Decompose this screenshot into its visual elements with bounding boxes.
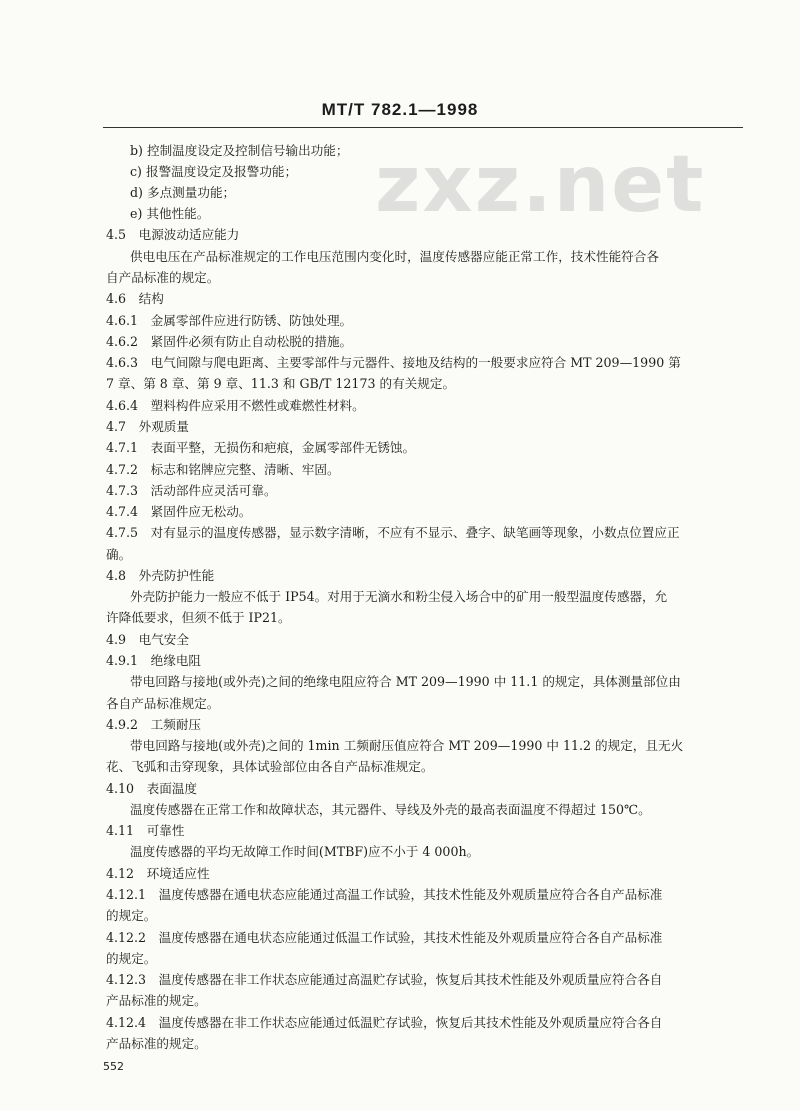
- clause-4-12-3: 4.12.3 温度传感器在非工作状态应能通过高温贮存试验，恢复后其技术性能及外观质量应符合各自: [106, 972, 663, 987]
- section-heading-4-8: 4.8 外壳防护性能: [106, 568, 215, 583]
- paragraph-line: 的规定。: [106, 951, 157, 966]
- paragraph-line: 产品标准的规定。: [106, 993, 207, 1008]
- list-item-b: b) 控制温度设定及控制信号输出功能；: [130, 143, 349, 158]
- clause-4-12-1: 4.12.1 温度传感器在通电状态应能通过高温工作试验，其技术性能及外观质量应符合各自产品标准: [106, 887, 663, 902]
- clause-4-9-2: 4.9.2 工频耐压: [106, 717, 202, 732]
- page-header: MT/T 782.1—1998: [321, 100, 479, 119]
- paragraph-line: 温度传感器在正常工作和故障状态，其元器件、导线及外壳的最高表面温度不得超过 150℃。: [130, 802, 651, 817]
- clause-4-6-4: 4.6.4 塑料构件应采用不燃性或难燃性材料。: [106, 398, 365, 413]
- clause-4-6-1: 4.6.1 金属零部件应进行防锈、防蚀处理。: [106, 313, 353, 328]
- clause-4-12-2: 4.12.2 温度传感器在通电状态应能通过低温工作试验，其技术性能及外观质量应符合各自产品标准: [106, 930, 663, 945]
- paragraph-line: 自产品标准的规定。: [106, 270, 220, 285]
- list-item-e: e) 其他性能。: [130, 206, 210, 221]
- paragraph-line: 供电电压在产品标准规定的工作电压范围内变化时，温度传感器应能正常工作，技术性能符合各: [130, 249, 659, 264]
- paragraph-line: 确。: [106, 547, 132, 562]
- clause-4-7-3: 4.7.3 活动部件应灵活可靠。: [106, 483, 277, 498]
- clause-4-6-2: 4.6.2 紧固件必须有防止自动松脱的措施。: [106, 334, 353, 349]
- section-heading-4-12: 4.12 环境适应性: [106, 866, 210, 881]
- clause-4-7-1: 4.7.1 表面平整，无损伤和疤痕，金属零部件无锈蚀。: [106, 440, 416, 455]
- section-heading-4-11: 4.11 可靠性: [106, 823, 185, 838]
- clause-4-9-1: 4.9.1 绝缘电阻: [106, 653, 202, 668]
- watermark: zxz.net: [375, 140, 706, 230]
- list-item-c: c) 报警温度设定及报警功能；: [130, 164, 298, 179]
- clause-4-6-3: 4.6.3 电气间隙与爬电距离、主要零部件与元器件、接地及结构的一般要求应符合 MT 209—1990 第: [106, 355, 681, 370]
- paragraph-line: 的规定。: [106, 908, 157, 923]
- paragraph-line: 外壳防护能力一般应不低于 IP54。对用于无滴水和粉尘侵入场合中的矿用一般型温度传感器，允: [130, 589, 668, 604]
- paragraph-line: 各自产品标准规定。: [106, 696, 220, 711]
- paragraph-line: 产品标准的规定。: [106, 1036, 207, 1051]
- clause-4-7-4: 4.7.4 紧固件应无松动。: [106, 504, 252, 519]
- paragraph-line: 7 章、第 8 章、第 9 章、11.3 和 GB/T 12173 的有关规定。: [106, 376, 456, 391]
- section-heading-4-6: 4.6 结构: [106, 291, 164, 306]
- section-heading-4-10: 4.10 表面温度: [106, 781, 198, 796]
- section-heading-4-9: 4.9 电气安全: [106, 632, 189, 647]
- paragraph-line: 花、飞弧和击穿现象，具体试验部位由各自产品标准规定。: [106, 759, 434, 774]
- page-number: 552: [103, 1060, 124, 1073]
- section-heading-4-7: 4.7 外观质量: [106, 419, 189, 434]
- list-item-d: d) 多点测量功能；: [130, 185, 236, 200]
- paragraph-line: 温度传感器的平均无故障工作时间(MTBF)应不小于 4 000h。: [130, 844, 480, 859]
- section-heading-4-5: 4.5 电源波动适应能力: [106, 227, 240, 242]
- clause-4-7-5: 4.7.5 对有显示的温度传感器，显示数字清晰，不应有不显示、叠字、缺笔画等现象，小数点位置应正: [106, 525, 680, 540]
- paragraph-line: 带电回路与接地(或外壳)之间的 1min 工频耐压值应符合 MT 209—1990 中 11.2 的规定，且无火: [130, 738, 684, 753]
- clause-4-12-4: 4.12.4 温度传感器在非工作状态应能通过低温贮存试验，恢复后其技术性能及外观质量应符合各自: [106, 1015, 663, 1030]
- clause-4-7-2: 4.7.2 标志和铭牌应完整、清晰、牢固。: [106, 462, 340, 477]
- paragraph-line: 许降低要求，但须不低于 IP21。: [106, 610, 291, 625]
- paragraph-line: 带电回路与接地(或外壳)之间的绝缘电阻应符合 MT 209—1990 中 11.1 的规定，具体测量部位由: [130, 674, 681, 689]
